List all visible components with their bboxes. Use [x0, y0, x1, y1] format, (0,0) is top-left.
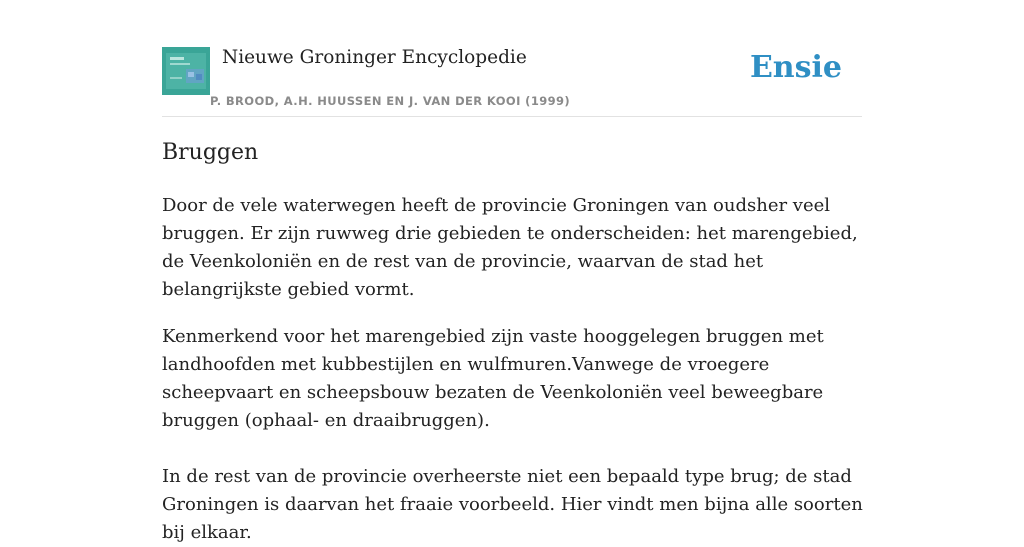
book-cover-art: [162, 47, 210, 95]
book-cover-image[interactable]: [162, 47, 210, 95]
entry-content: [162, 192, 867, 547]
ensie-logo[interactable]: Ensie: [749, 50, 842, 85]
book-authors: P. BROOD, A.H. HUUSSEN EN J. VAN DER KOOI (1999): [210, 94, 571, 108]
entry-title: Bruggen: [162, 140, 259, 165]
book-title[interactable]: Nieuwe Groninger Encyclopedie: [222, 47, 527, 68]
paragraph: Door de vele waterwegen heeft de provincie Groningen van oudsher veel bruggen. Er zijn ruwweg drie gebieden te onderscheiden: het marengebied, de Veenkoloniën en de rest van de provincie, waarvan de stad het belangrijkste gebied vormt.: [162, 195, 858, 300]
paragraph: In de rest van de provincie overheerste niet een bepaald type brug; de stad Groningen is daarvan het fraaie voorbeeld. Hier vindt men bijna alle soorten bij elkaar.: [162, 466, 863, 543]
paragraph: Kenmerkend voor het marengebied zijn vaste hooggelegen bruggen met landhoofden met kubbestijlen en wulfmuren.Vanwege de vroegere scheepvaart en scheepsbouw bezaten de Veenkoloniën veel beweegbare bruggen (ophaal- en draaibruggen).: [162, 326, 824, 431]
book-header: [162, 44, 862, 117]
